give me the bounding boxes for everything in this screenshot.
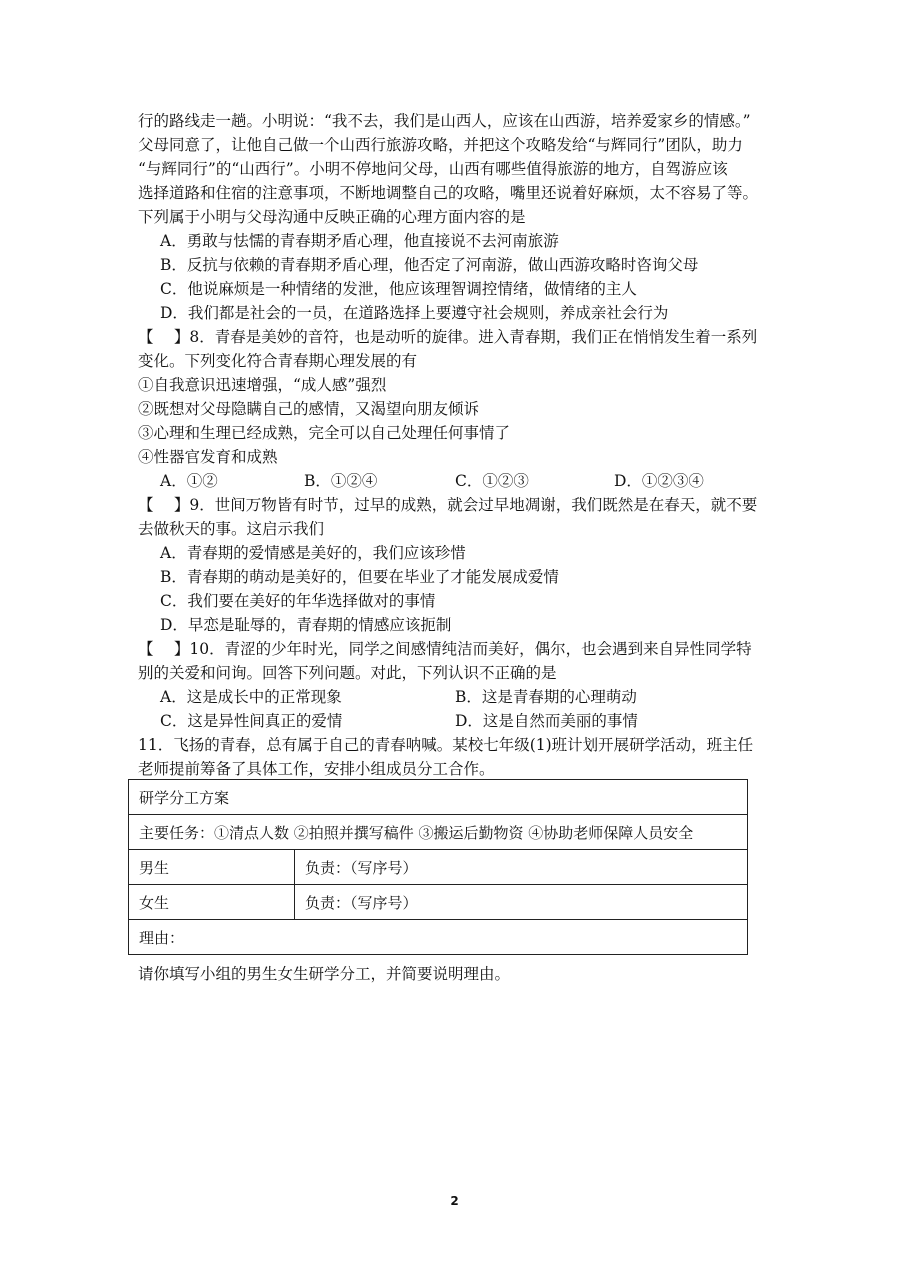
reason-field[interactable]: 理由： — [129, 920, 748, 955]
q8-option-b: B．①②④ — [304, 472, 378, 490]
q10-option-c: C．这是异性间真正的爱情 — [160, 712, 343, 730]
table-row — [129, 815, 748, 850]
boy-answer-field[interactable]: 负责：（写序号） — [295, 850, 748, 885]
table-tasks: 主要任务：①清点人数 ②拍照并撰写稿件 ③搬运后勤物资 ④协助老师保障人员安全 — [129, 815, 748, 850]
q8-item: ②既想对父母隐瞒自己的感情，又渴望向朋友倾诉 — [138, 400, 480, 418]
q8-stem: 变化。下列变化符合青春期心理发展的有 — [138, 352, 418, 370]
q10-option-b: B．这是青春期的心理萌动 — [455, 688, 637, 706]
study-plan-table — [128, 779, 748, 955]
q11-prompt: 请你填写小组的男生女生研学分工，并简要说明理由。 — [138, 965, 511, 983]
q9-option-b: B．青春期的萌动是美好的，但要在毕业了才能发展成爱情 — [160, 568, 559, 586]
girl-label: 女生 — [129, 885, 295, 920]
q9-option-d: D．早恋是耻辱的，青春期的情感应该扼制 — [160, 616, 452, 634]
q8-item: ③心理和生理已经成熟，完全可以自己处理任何事情了 — [138, 424, 511, 442]
q7-option-a: A．勇敢与怯懦的青春期矛盾心理，他直接说不去河南旅游 — [160, 232, 559, 250]
table-title: 研学分工方案 — [129, 780, 748, 815]
q7-option-b: B．反抗与依赖的青春期矛盾心理，他否定了河南游，做山西游攻略时咨询父母 — [160, 256, 699, 274]
q9-stem: 【 】9．世间万物皆有时节，过早的成熟，就会过早地凋谢，我们既然是在春天，就不要 — [138, 496, 758, 514]
page-number: 2 — [450, 1194, 459, 1208]
table-row — [129, 780, 748, 815]
table-row — [129, 920, 748, 955]
q7-option-c: C．他说麻烦是一种情绪的发泄，他应该理智调控情绪，做情绪的主人 — [160, 280, 637, 298]
q8-option-a: A．①② — [160, 472, 218, 490]
girl-answer-field[interactable]: 负责：（写序号） — [295, 885, 748, 920]
q9-stem: 去做秋天的事。这启示我们 — [138, 520, 325, 538]
q8-item: ①自我意识迅速增强，“成人感”强烈 — [138, 376, 387, 394]
q10-stem: 别的关爱和问询。回答下列问题。对此，下列认识不正确的是 — [138, 664, 557, 682]
q8-option-c: C．①②③ — [455, 472, 529, 490]
q9-option-c: C．我们要在美好的年华选择做对的事情 — [160, 592, 436, 610]
q11-stem: 老师提前筹备了具体工作，安排小组成员分工合作。 — [138, 760, 495, 778]
q8-item: ④性器官发育和成熟 — [138, 448, 278, 466]
q8-stem: 【 】8．青春是美妙的音符，也是动听的旋律。进入青春期，我们正在悄悄发生着一系列 — [138, 328, 758, 346]
table-row — [129, 850, 748, 885]
q7-text-line: 下列属于小明与父母沟通中反映正确的心理方面内容的是 — [138, 208, 526, 226]
q11-stem: 11．飞扬的青春，总有属于自己的青春呐喊。某校七年级(1)班计划开展研学活动，班主任 — [138, 736, 754, 754]
q7-text-line: 父母同意了，让他自己做一个山西行旅游攻略，并把这个攻略发给“与辉同行”团队，助力 — [138, 136, 743, 154]
q10-option-d: D．这是自然而美丽的事情 — [455, 712, 638, 730]
q8-option-d: D．①②③④ — [614, 472, 704, 490]
q7-text-line: “与辉同行”的“山西行”。小明不停地问父母，山西有哪些值得旅游的地方，自驾游应该 — [138, 160, 728, 178]
q7-option-d: D．我们都是社会的一员，在道路选择上要遵守社会规则，养成亲社会行为 — [160, 304, 669, 322]
q10-stem: 【 】10．青涩的少年时光，同学之间感情纯洁而美好，偶尔，也会遇到来自异性同学特 — [138, 640, 752, 658]
q7-text-line: 选择道路和住宿的注意事项，不断地调整自己的攻略，嘴里还说着好麻烦，太不容易了等。 — [138, 184, 759, 202]
q7-text-line: 行的路线走一趟。小明说：“我不去，我们是山西人，应该在山西游，培养爱家乡的情感。” — [138, 112, 751, 130]
table-row — [129, 885, 748, 920]
q10-option-a: A．这是成长中的正常现象 — [160, 688, 342, 706]
q9-option-a: A．青春期的爱情感是美好的，我们应该珍惜 — [160, 544, 466, 562]
boy-label: 男生 — [129, 850, 295, 885]
